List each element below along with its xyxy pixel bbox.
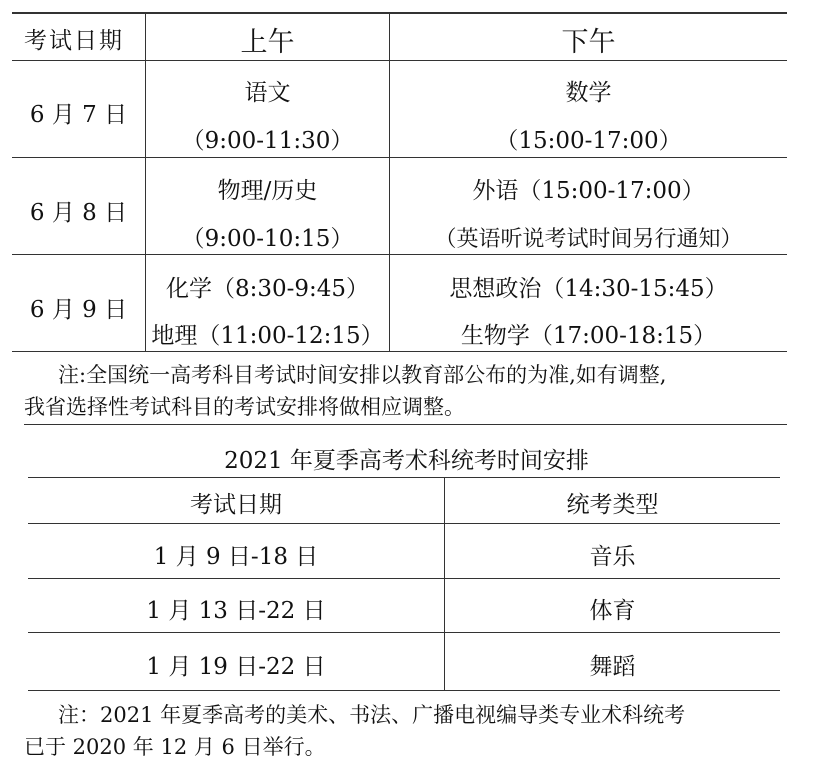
row-type: 体育: [589, 598, 636, 624]
row-pm-subject: 思想政治（14:30-15:45）: [449, 276, 728, 302]
art-exam-note-line1: 注：2021 年夏季高考的美术、书法、广播电视编导类专业术科统考: [58, 703, 686, 727]
row-am-subject: 地理（11:00-12:15）: [151, 323, 384, 349]
schedule-note-line2: 我省选择性考试科目的考试安排将做相应调整。: [24, 395, 465, 419]
row-date: 1 月 19 日-22 日: [146, 654, 326, 680]
row-am-subject: 化学（8:30-9:45）: [165, 276, 370, 302]
header-morning: 上午: [240, 27, 295, 58]
table2-header-divider: [28, 523, 780, 524]
table2-top-border: [28, 477, 780, 478]
row-am-time: （9:00-11:30）: [181, 128, 354, 154]
row-date: 6 月 7 日: [29, 102, 128, 128]
row-am-subject: 物理/历史: [217, 178, 318, 204]
row-date: 1 月 13 日-22 日: [146, 598, 326, 624]
table1-bottom-border: [12, 351, 787, 352]
row-am-time: （9:00-10:15）: [181, 226, 354, 252]
art-exam-title: 2021 年夏季高考术科统考时间安排: [224, 448, 589, 474]
row-type: 舞蹈: [589, 654, 636, 680]
row-pm-subject: 数学: [565, 80, 612, 106]
row-date: 6 月 8 日: [29, 200, 128, 226]
table1-row-divider: [12, 254, 787, 255]
row-am-subject: 语文: [244, 80, 291, 106]
table1-header-divider: [12, 60, 787, 61]
row-pm-time: （15:00-17:00）: [495, 128, 682, 154]
header-exam-date: 考试日期: [24, 28, 124, 54]
row-date: 6 月 9 日: [29, 297, 128, 323]
table2-row-divider: [28, 578, 780, 579]
table1-row-divider: [12, 157, 787, 158]
art-exam-note-line2: 已于 2020 年 12 月 6 日举行。: [24, 735, 326, 759]
row-pm-subject: 生物学（17:00-18:15）: [460, 323, 717, 349]
section-divider: [24, 424, 787, 425]
row-type: 音乐: [589, 544, 636, 570]
table2-bottom-border: [28, 690, 780, 691]
table2-row-divider: [28, 632, 780, 633]
row-date: 1 月 9 日-18 日: [153, 544, 319, 570]
row-pm-subject: 外语（15:00-17:00）: [472, 178, 705, 204]
table1-top-border: [12, 12, 787, 14]
header-afternoon: 下午: [561, 27, 616, 58]
header-exam-type: 统考类型: [566, 492, 659, 518]
schedule-note-line1: 注:全国统一高考科目考试时间安排以教育部公布的为准,如有调整,: [58, 363, 667, 387]
row-pm-note: （英语听说考试时间另行通知）: [434, 227, 743, 252]
header-exam-date: 考试日期: [190, 492, 282, 518]
